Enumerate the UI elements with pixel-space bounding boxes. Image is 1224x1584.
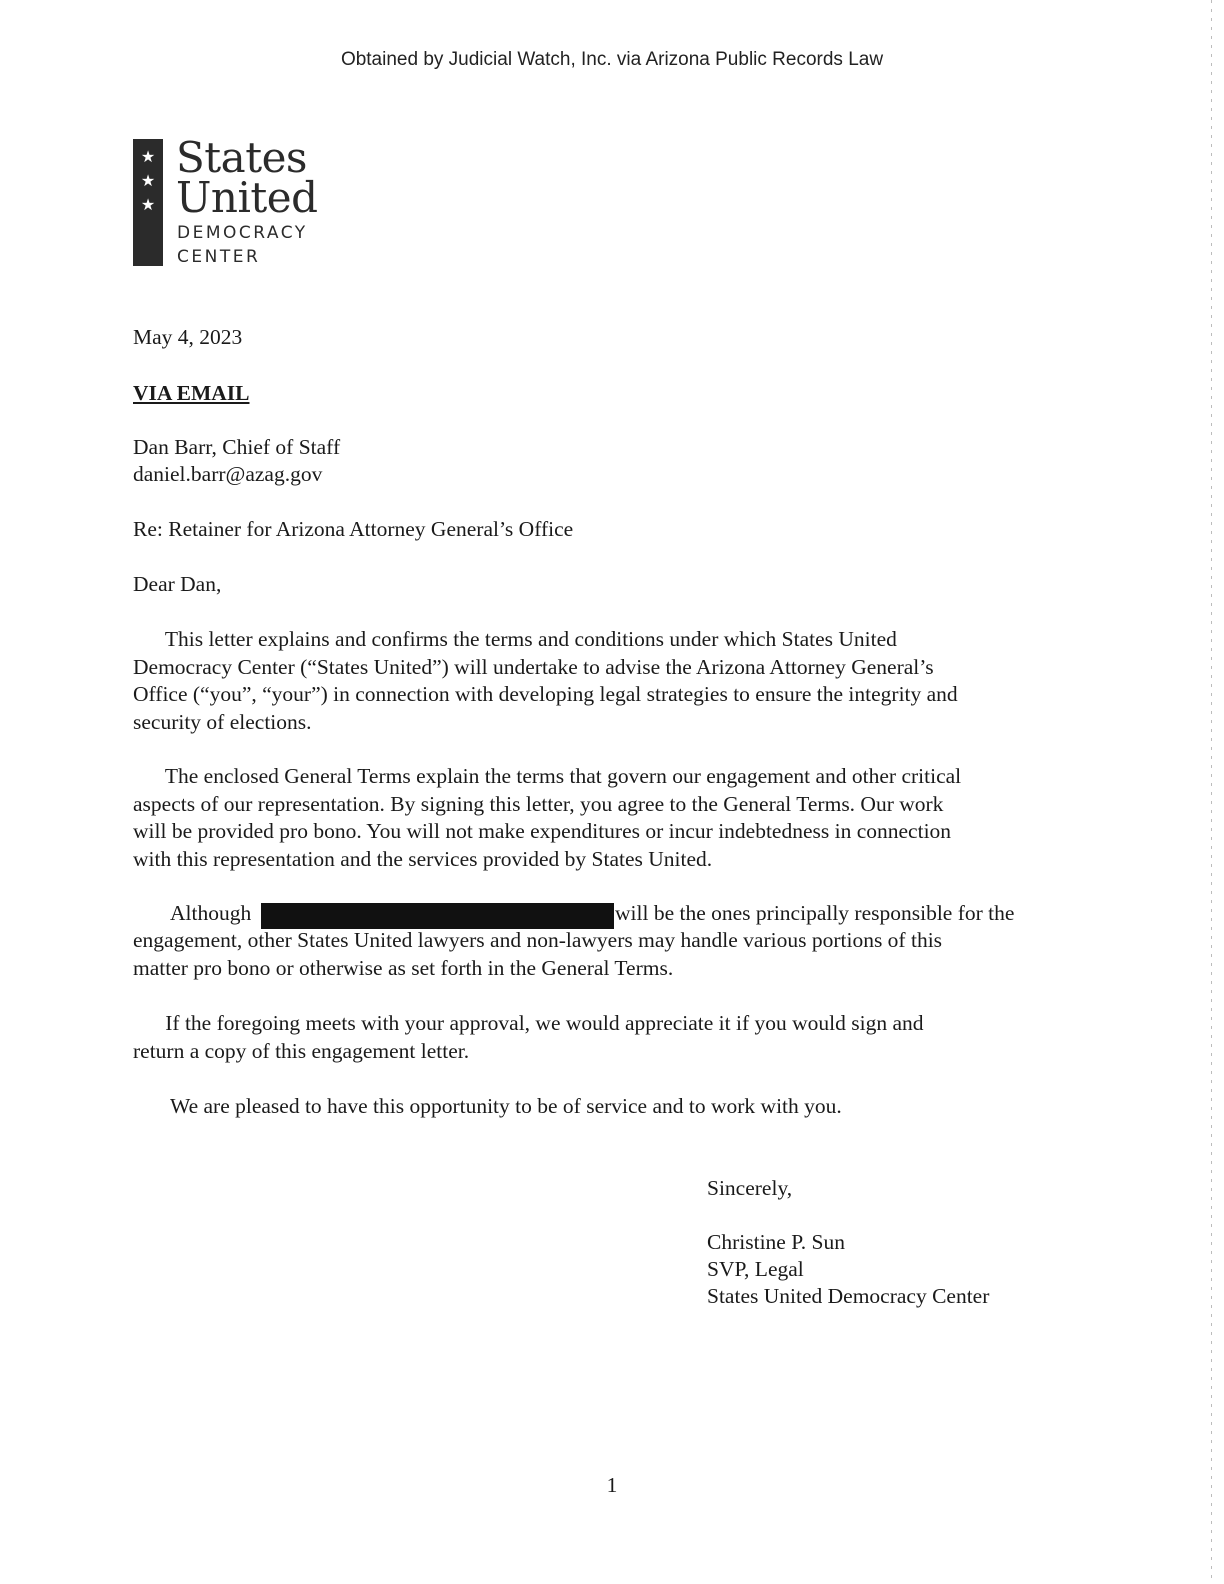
letter-date: May 4, 2023 [133,325,243,349]
star-icon: ★ [140,171,156,190]
paragraph-closing-remark: We are pleased to have this opportunity to be of service and to work with you. [170,1094,842,1118]
signer-organization: States United Democracy Center [707,1284,990,1308]
paragraph-scope [133,626,1058,736]
signer-name: Christine P. Sun [707,1230,845,1254]
logo-star-bar [133,139,163,266]
signer-title: SVP, Legal [707,1257,804,1281]
paragraph-line: This letter explains and confirms the terms and conditions under which States United [133,627,897,651]
records-source-header: Obtained by Judicial Watch, Inc. via Arizona Public Records Law [340,49,884,70]
paragraph-line: security of elections. [133,709,312,734]
paragraph-line: engagement, other States United lawyers and non-lawyers may handle various portions of this [133,928,943,952]
recipient-email: daniel.barr@azag.gov [133,462,323,486]
page-number: 1 [606,1473,618,1497]
states-united-logo [133,133,343,269]
paragraph-line: The enclosed General Terms explain the terms that govern our engagement and other critical [133,764,962,788]
redaction-block [261,903,614,929]
paragraph-line: will be provided pro bono. You will not make expenditures or incur indebtedness in connection [133,819,952,843]
closing: Sincerely, [707,1176,793,1200]
paragraph-approval [133,1010,1058,1065]
paragraph-line: matter pro bono or otherwise as set forth in the General Terms. [133,955,674,980]
paragraph-responsibility-continued: will be the ones principally responsible for the [615,901,1015,925]
paragraph-line: with this representation and the services provided by States United. [133,846,713,871]
paragraph-line: Democracy Center (“States United”) will undertake to advise the Arizona Attorney General’s [133,654,934,679]
logo-word-united: United [176,173,318,222]
logo-word-states: States [176,133,307,182]
star-icon: ★ [140,195,156,214]
star-icon: ★ [140,147,156,166]
scan-edge-line [1211,0,1212,1584]
paragraph-responsibility [133,927,1058,982]
paragraph-line: return a copy of this engagement letter. [133,1038,470,1063]
salutation: Dear Dan, [133,572,222,596]
recipient-name: Dan Barr, Chief of Staff [133,435,341,459]
paragraph-line: aspects of our representation. By signing this letter, you agree to the General Terms. Our work [133,791,944,816]
delivery-method: VIA EMAIL [133,381,250,405]
paragraph-line: If the foregoing meets with your approval, we would appreciate it if you would sign and [133,1011,924,1035]
paragraph-responsibility-start: Although [170,901,252,925]
paragraph-line: Office (“you”, “your”) in connection with developing legal strategies to ensure the integrity and [133,682,958,706]
logo-word-democracy: DEMOCRACY [177,223,308,243]
subject-line: Re: Retainer for Arizona Attorney General’s Office [133,517,574,541]
paragraph-general-terms [133,763,1058,873]
logo-word-center: CENTER [177,247,261,267]
